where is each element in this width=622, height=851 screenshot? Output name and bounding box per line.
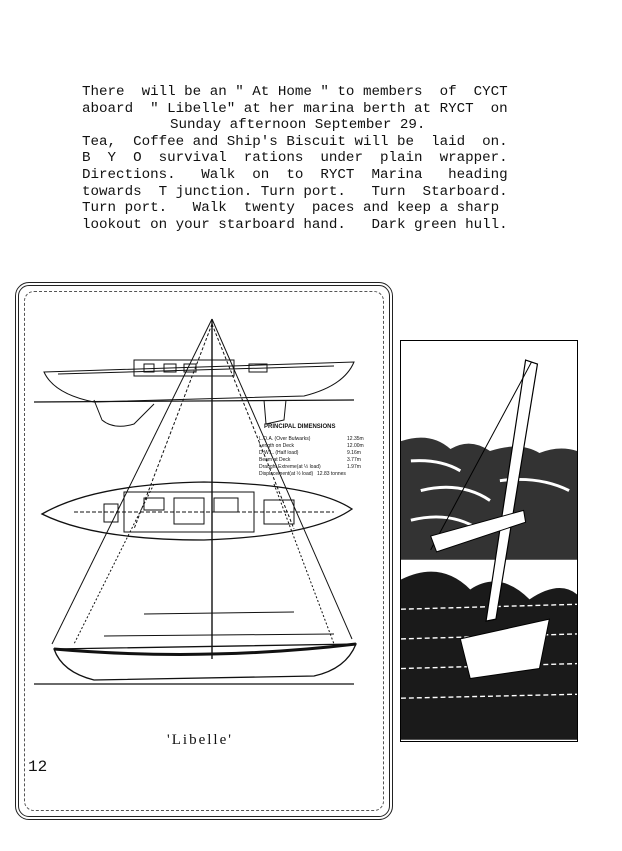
yacht-photo (400, 340, 578, 742)
notice-line: Turn port. Walk twenty paces and keep a sharp (82, 200, 500, 217)
notice-text (82, 84, 582, 233)
dimension-label: L.O.A. (Over Bulwarks) (259, 436, 311, 442)
notice-line: Tea, Coffee and Ship's Biscuit will be laid on. (82, 133, 508, 150)
dimension-label: Beam at Deck (259, 457, 291, 463)
notice-line: towards T junction. Turn port. Turn Starboard. (82, 183, 508, 200)
notice-line: aboard " Libelle" at her marina berth at RYCT on (82, 100, 508, 117)
dimension-label: D.W.L. (Half load) (259, 450, 299, 456)
yacht-plans-drawing (34, 314, 364, 699)
dimension-label: Displacement(at ½ load) (259, 471, 314, 477)
dimension-value: 9.16m (347, 450, 361, 456)
dimension-value: 1.97m (347, 464, 361, 470)
page-number: 12 (28, 758, 48, 776)
drawing-caption: 'Libelle' (167, 732, 233, 748)
notice-line: Sunday afternoon September 29. (170, 117, 426, 134)
dimension-value: 12.35m (347, 436, 364, 442)
dimensions-title: PRINCIPAL DIMENSIONS (264, 424, 336, 430)
dimension-value: 3.77m (347, 457, 361, 463)
dimension-label: Length on Deck (259, 443, 295, 449)
notice-line: There will be an " At Home " to members of CYCT (82, 84, 508, 100)
dimension-value: 12.83 tonnes (317, 471, 346, 477)
dimension-value: 12.00m (347, 443, 364, 449)
notice-line: B Y O survival rations under plain wrapper. (82, 150, 508, 167)
notice-line: lookout on your starboard hand. Dark green hull. (82, 216, 508, 233)
dimension-label: Draught Extreme(at ½ load) (259, 464, 321, 470)
notice-line: Directions. Walk on to RYCT Marina heading (82, 166, 508, 183)
